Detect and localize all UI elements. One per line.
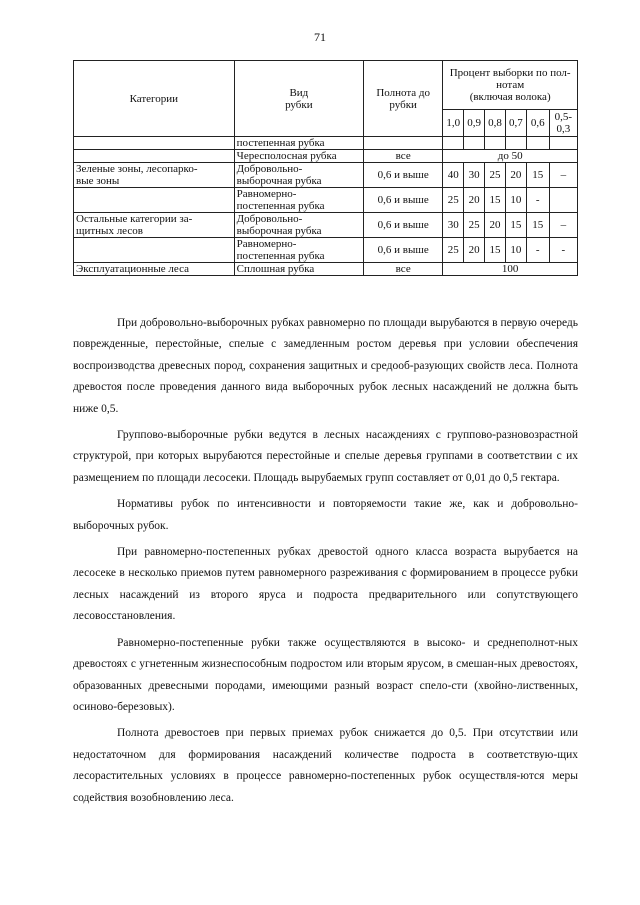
percent-value-cell: 15 — [526, 163, 549, 188]
paragraph: Равномерно-постепенные рубки также осуществляются в высоко- и среднеполнот-ных древостоях с угнетенным жизнеспособным подростом или вторым ярусом, в смешан-ных древостоях, образованных древесными породами, имеющими разный возраст спело-сти (хвойно-лиственных, осиново-березовых). — [73, 636, 578, 713]
header-density: Полнота до рубки — [364, 61, 443, 137]
percent-value-cell — [549, 188, 577, 213]
category-cell — [74, 137, 235, 150]
percent-value-cell — [526, 137, 549, 150]
percent-value-cell: - — [549, 238, 577, 263]
density-cell: все — [364, 263, 443, 276]
density-cell: 0,6 и выше — [364, 188, 443, 213]
percent-value-cell: 20 — [505, 163, 526, 188]
category-cell: Остальные категории за- щитных лесов — [74, 213, 235, 238]
cut-type-cell: постепенная рубка — [234, 137, 363, 150]
percent-value-cell: 15 — [505, 213, 526, 238]
percent-column-header: 0,9 — [464, 110, 485, 137]
percent-value-cell: 25 — [443, 188, 464, 213]
category-cell: Эксплуатационные леса — [74, 263, 235, 276]
percent-column-header: 0,8 — [485, 110, 506, 137]
paragraph: При добровольно-выборочных рубках равномерно по площади вырубаются в первую очередь поврежденные, перестойные, спелые с замедленным ростом деревья при условии обеспечения воспроизводства древесных пород, сохранения защитных и средооб-разующих свойств леса. Полнота древостоя после проведения данного вида выборочных рубок лесных насаждений не должна быть ниже 0,5. — [73, 317, 578, 415]
percent-value-cell: 10 — [505, 188, 526, 213]
category-cell: Зеленые зоны, лесопарко- вые зоны — [74, 163, 235, 188]
table-row — [74, 137, 578, 150]
cutting-norms-table — [73, 60, 578, 276]
cut-type-cell: Добровольно- выборочная рубка — [234, 163, 363, 188]
header-percent-group: Процент выборки по пол- нотам (включая волока) — [443, 61, 578, 110]
percent-value-cell: 15 — [485, 238, 506, 263]
percent-value-cell — [485, 137, 506, 150]
percent-value-cell: 10 — [505, 238, 526, 263]
percent-value-cell — [443, 137, 464, 150]
percent-value-cell: 40 — [443, 163, 464, 188]
table-row — [74, 188, 578, 213]
percent-span-cell: до 50 — [443, 150, 578, 163]
density-cell — [364, 137, 443, 150]
paragraph: Группово-выборочные рубки ведутся в лесных насаждениях с группово-разновозрастной структурой, при которых вырубаются перестойные и спелые деревья группами в соответствии с их размещением по площади лесосеки. Площадь вырубаемых групп составляет от 0,01 до 0,5 гектара. — [73, 429, 578, 484]
cut-type-cell: Добровольно- выборочная рубка — [234, 213, 363, 238]
percent-value-cell: 15 — [485, 188, 506, 213]
density-cell: 0,6 и выше — [364, 238, 443, 263]
table-row — [74, 238, 578, 263]
percent-value-cell: – — [549, 163, 577, 188]
category-cell — [74, 150, 235, 163]
table-row — [74, 150, 578, 163]
body-text — [73, 313, 578, 814]
percent-value-cell: – — [549, 213, 577, 238]
percent-column-header: 0,6 — [526, 110, 549, 137]
cut-type-cell: Чересполосная рубка — [234, 150, 363, 163]
percent-value-cell — [505, 137, 526, 150]
percent-value-cell: 30 — [443, 213, 464, 238]
percent-value-cell: 20 — [485, 213, 506, 238]
percent-column-header: 0,7 — [505, 110, 526, 137]
header-cut-type: Вид рубки — [234, 61, 363, 137]
table-row — [74, 163, 578, 188]
percent-value-cell — [549, 137, 577, 150]
density-cell: все — [364, 150, 443, 163]
percent-value-cell — [464, 137, 485, 150]
percent-value-cell: - — [526, 238, 549, 263]
percent-value-cell: 30 — [464, 163, 485, 188]
page-number: 71 — [314, 30, 326, 44]
category-cell — [74, 238, 235, 263]
percent-value-cell: 15 — [526, 213, 549, 238]
percent-value-cell: - — [526, 188, 549, 213]
percent-span-cell: 100 — [443, 263, 578, 276]
percent-value-cell: 25 — [464, 213, 485, 238]
paragraph: Нормативы рубок по интенсивности и повторяемости такие же, как и добровольно-выборочных рубок. — [73, 498, 578, 532]
percent-value-cell: 25 — [443, 238, 464, 263]
cut-type-cell: Равномерно- постепенная рубка — [234, 188, 363, 213]
cut-type-cell: Сплошная рубка — [234, 263, 363, 276]
table-row — [74, 213, 578, 238]
cut-type-cell: Равномерно- постепенная рубка — [234, 238, 363, 263]
paragraph: При равномерно-постепенных рубках древостой одного класса возраста вырубается на лесосеке в несколько приемов путем равномерного разреживания с формированием в процессе рубки лесных насаждений из второго яруса и подроста предварительного или сопутствующего лесовосстановления. — [73, 546, 578, 623]
table-body — [74, 137, 578, 276]
header-category: Категории — [74, 61, 235, 137]
percent-column-header: 1,0 — [443, 110, 464, 137]
density-cell: 0,6 и выше — [364, 163, 443, 188]
paragraph: Полнота древостоев при первых приемах рубок снижается до 0,5. При отсутствии или недостаточном для формирования насаждений количестве подроста в соответствую-щих лесорастительных условиях в процессе равномерно-постепенных рубок осуществля-ются меры содействия возобновлению леса. — [73, 727, 578, 804]
percent-value-cell: 25 — [485, 163, 506, 188]
percent-value-cell: 20 — [464, 238, 485, 263]
category-cell — [74, 188, 235, 213]
percent-column-header: 0,5- 0,3 — [549, 110, 577, 137]
density-cell: 0,6 и выше — [364, 213, 443, 238]
table-row — [74, 263, 578, 276]
percent-value-cell: 20 — [464, 188, 485, 213]
